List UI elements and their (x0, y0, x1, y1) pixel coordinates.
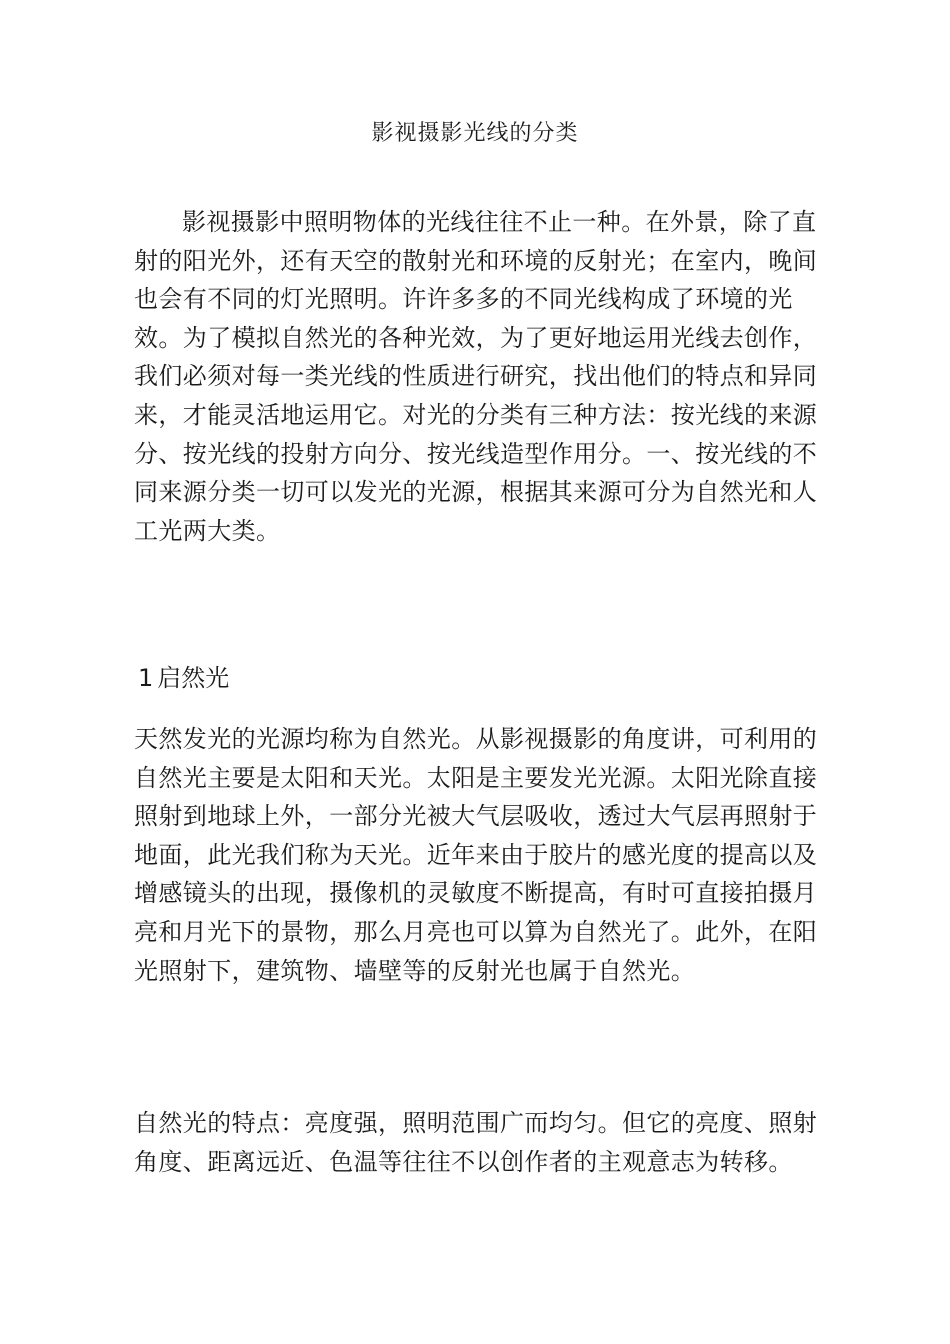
section-heading (138, 658, 229, 698)
section-number: 1 (138, 664, 154, 692)
section-heading-text: 启然光 (157, 664, 230, 692)
document-title: 影视摄影光线的分类 (371, 121, 579, 146)
intro-paragraph: 影视摄影中照明物体的光线往往不止一种。在外景，除了直射的阳光外，还有天空的散射光和环境的反射光；在室内，晚间也会有不同的灯光照明。许许多多的不同光线构成了环境的光效。为了模拟自然光的各种光效，为了更好地运用光线去创作，我们必须对每一类光线的性质进行研究，找出他们的特点和异同来，才能灵活地运用它。对光的分类有三种方法：按光线的来源分、按光线的投射方向分、按光线造型作用分。一、按光线的不同来源分类一切可以发光的光源，根据其来源可分为自然光和人工光两大类。 (134, 208, 818, 545)
natural-light-paragraph: 天然发光的光源均称为自然光。从影视摄影的角度讲，可利用的自然光主要是太阳和天光。太阳是主要发光光源。太阳光除直接照射到地球上外，一部分光被大气层吸收，透过大气层再照射于地面，此光我们称为天光。近年来由于胶片的感光度的提高以及增感镜头的出现，摄像机的灵敏度不断提高，有时可直接拍摄月亮和月光下的景物，那么月亮也可以算为自然光了。此外，在阳光照射下，建筑物、墙壁等的反射光也属于自然光。 (134, 725, 818, 985)
natural-light-features-paragraph: 自然光的特点：亮度强，照明范围广而均匀。但它的亮度、照射角度、距离远近、色温等往往不以创作者的主观意志为转移。 (134, 1109, 818, 1176)
